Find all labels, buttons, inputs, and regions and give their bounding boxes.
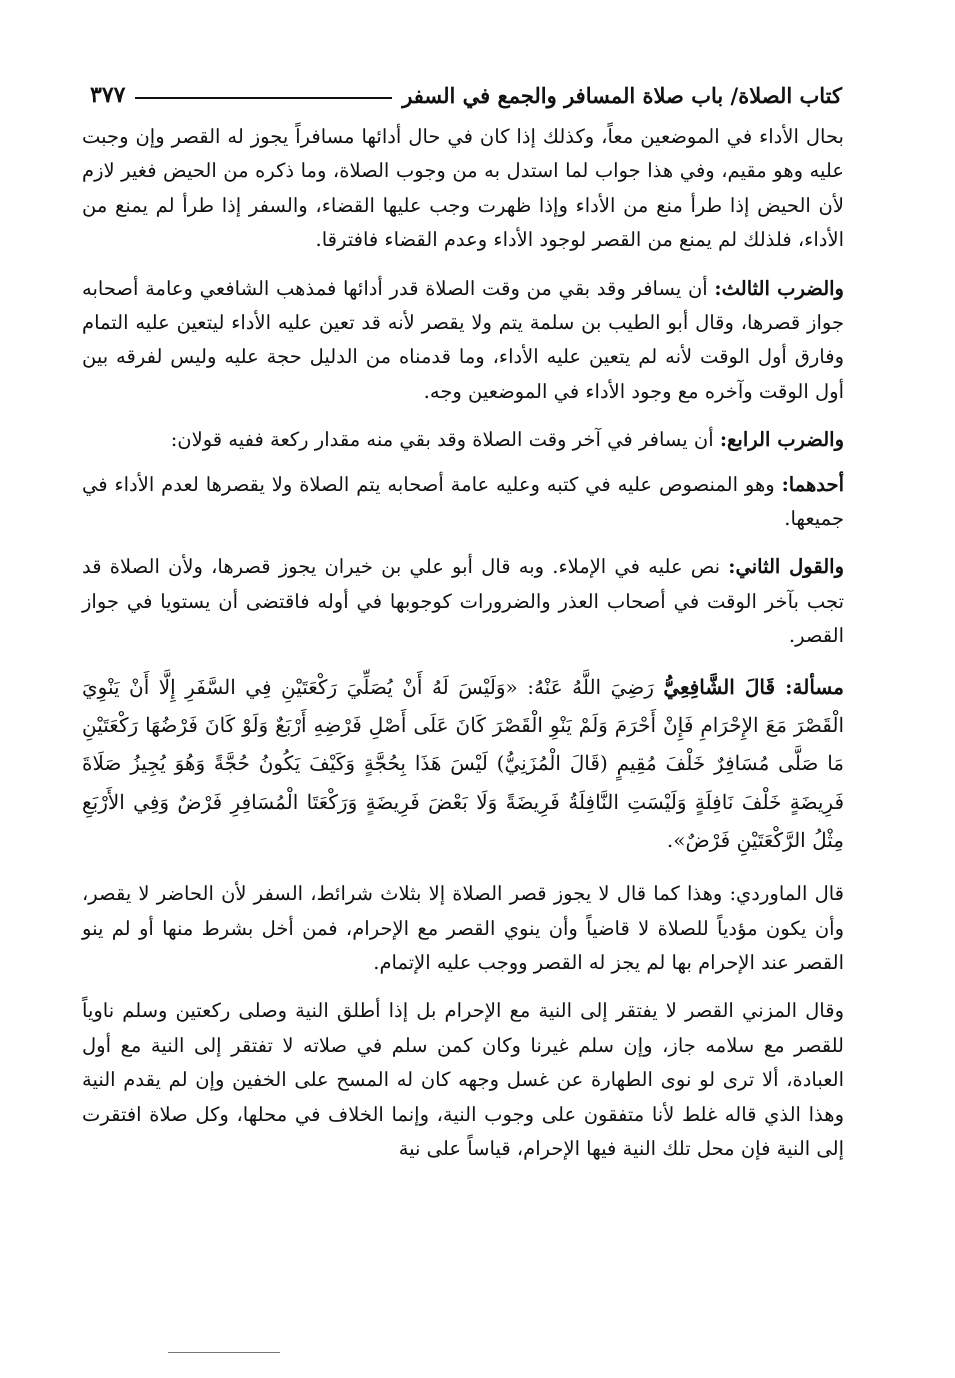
paragraph-4 xyxy=(82,468,844,537)
paragraph-5-lead: والقول الثاني: xyxy=(728,555,844,579)
paragraph-3-text: أن يسافر في آخر وقت الصلاة وقد بقي منه مقدار ركعة ففيه قولان: xyxy=(170,428,720,452)
paragraph-8-text: وقال المزني القصر لا يفتقر إلى النية مع الإحرام بل إذا أطلق النية وصلى ركعتين وسلم ناوياً للقصر مع سلامه جاز، وإن سلم غيرنا وكان كمن سلم في صلاته لا تفتقر إلى النية مع أول العبادة، ألا ترى لو نوى الطهارة عن غسل وجهه كان له المسح على الخفين وإن لم يقدم النية وهذا الذي قاله غلط لأنا متفقون على وجوب النية، وإنما الخلاف في محلها، وكل صلاة افتقرت إلى النية فإن محل تلك النية فيها الإحرام، قياساً على نية xyxy=(82,999,844,1161)
paragraph-3-lead: والضرب الرابع: xyxy=(719,428,844,452)
paragraph-5-text: نص عليه في الإملاء. وبه قال أبو علي بن خيران يجوز قصرها، ولأن الصلاة قد تجب بآخر الوقت في أصحاب العذر والضرورات كوجوبها في أوله فاقتضى أن يستويا في جواز القصر. xyxy=(82,555,844,648)
paragraph-5 xyxy=(82,550,844,653)
paragraph-7 xyxy=(82,877,844,980)
paragraph-8 xyxy=(82,994,844,1166)
running-header xyxy=(90,78,842,112)
paragraph-3 xyxy=(82,423,844,457)
paragraph-6-lead: مسألة: قَالَ الشَّافِعِيُّ xyxy=(663,674,844,699)
paragraph-2 xyxy=(82,272,844,410)
paragraph-4-lead: أحدهما: xyxy=(781,472,844,496)
paragraph-1-text: بحال الأداء في الموضعين معاً، وكذلك إذا كان في حال أدائها مسافراً يجوز له القصر وإن وجبت عليه وهو مقيم، وفي هذا جواب لما استدل به من وجوب الصلاة، وما ذكره من الحيض فغير لازم لأن الحيض إذا طرأ منع من الأداء وإذا ظهرت وجب عليها القضاء، والسفر إذا طرأ لم يمنع من الأداء، فلذلك لم يمنع من القصر لوجود الأداء وعدم القضاء فافترقا. xyxy=(82,125,844,252)
paragraph-7-text: قال الماوردي: وهذا كما قال لا يجوز قصر الصلاة إلا بثلاث شرائط، السفر لأن الحاضر لا يقصر، وأن يكون مؤدياً للصلاة لا قاضياً وأن ينوي القصر مع الإحرام، فمن أخل بشرط منها أو لم ينو القصر عند الإحرام بها لم يجز له القصر ووجب عليه الإتمام. xyxy=(82,882,844,974)
body-text xyxy=(82,120,844,1180)
footer-rule xyxy=(168,1352,280,1353)
paragraph-2-text: أن يسافر وقد بقي من وقت الصلاة قدر أدائها فمذهب الشافعي وعامة أصحابه جواز قصرها، وقال أبو الطيب بن سلمة يتم ولا يقصر لأنه قد تعين عليه الأداء ليتعين عليه التمام وفارق أول الوقت لأنه لم يتعين عليه الأداء، وما قدمناه من الدليل حجة عليه وليس لفرقه بين أول الوقت وآخره مع وجود الأداء في الموضعين وجه. xyxy=(82,276,844,403)
paragraph-1 xyxy=(82,120,844,258)
header-rule xyxy=(135,97,392,99)
paragraph-2-lead: والضرب الثالث: xyxy=(714,276,844,300)
paragraph-6-text: رَضِيَ اللَّهُ عَنْهُ: «وَلَيْسَ لَهُ أَنْ يُصَلِّيَ رَكْعَتَيْنِ فِي السَّفَرِ إِلَّا أَنْ يَنْوِيَ الْقَصْرَ مَعَ الإِحْرَامِ فَإِنْ أَحْرَمَ وَلَمْ يَنْوِ الْقَصْرَ كَانَ عَلَى أَصْلِ فَرْضِهِ أَرْبَعٌ وَلَوْ كَانَ فَرْضُهَا رَكْعَتَيْنِ مَا صَلَّى مُسَافِرٌ خَلْفَ مُقِيمٍ (قَالَ الْمُزَنِيُّ) لَيْسَ هَذَا بِحُجَّةٍ وَكَيْفَ يَكُونُ حُجَّةً وَهُوَ يُجِيزُ صَلَاةَ فَرِيضَةٍ خَلْفَ نَافِلَةٍ وَلَيْسَتِ النَّافِلَةُ فَرِيضَةً وَلَا بَعْضَ فَرِيضَةٍ وَرَكْعَتَا الْمُسَافِرِ فَرْضٌ وَفِي الأَرْبَعِ مِثْلُ الرَّكْعَتَيْنِ فَرْضٌ». xyxy=(82,674,844,852)
paragraph-6-masala xyxy=(82,668,844,859)
header-title: كتاب الصلاة/ باب صلاة المسافر والجمع في السفر xyxy=(402,82,842,108)
paragraph-4-text: وهو المنصوص عليه في كتبه وعليه عامة أصحابه يتم الصلاة ولا يقصرها لعدم الأداء في جميعها. xyxy=(82,472,844,531)
page-number: ٣٧٧ xyxy=(90,82,126,108)
